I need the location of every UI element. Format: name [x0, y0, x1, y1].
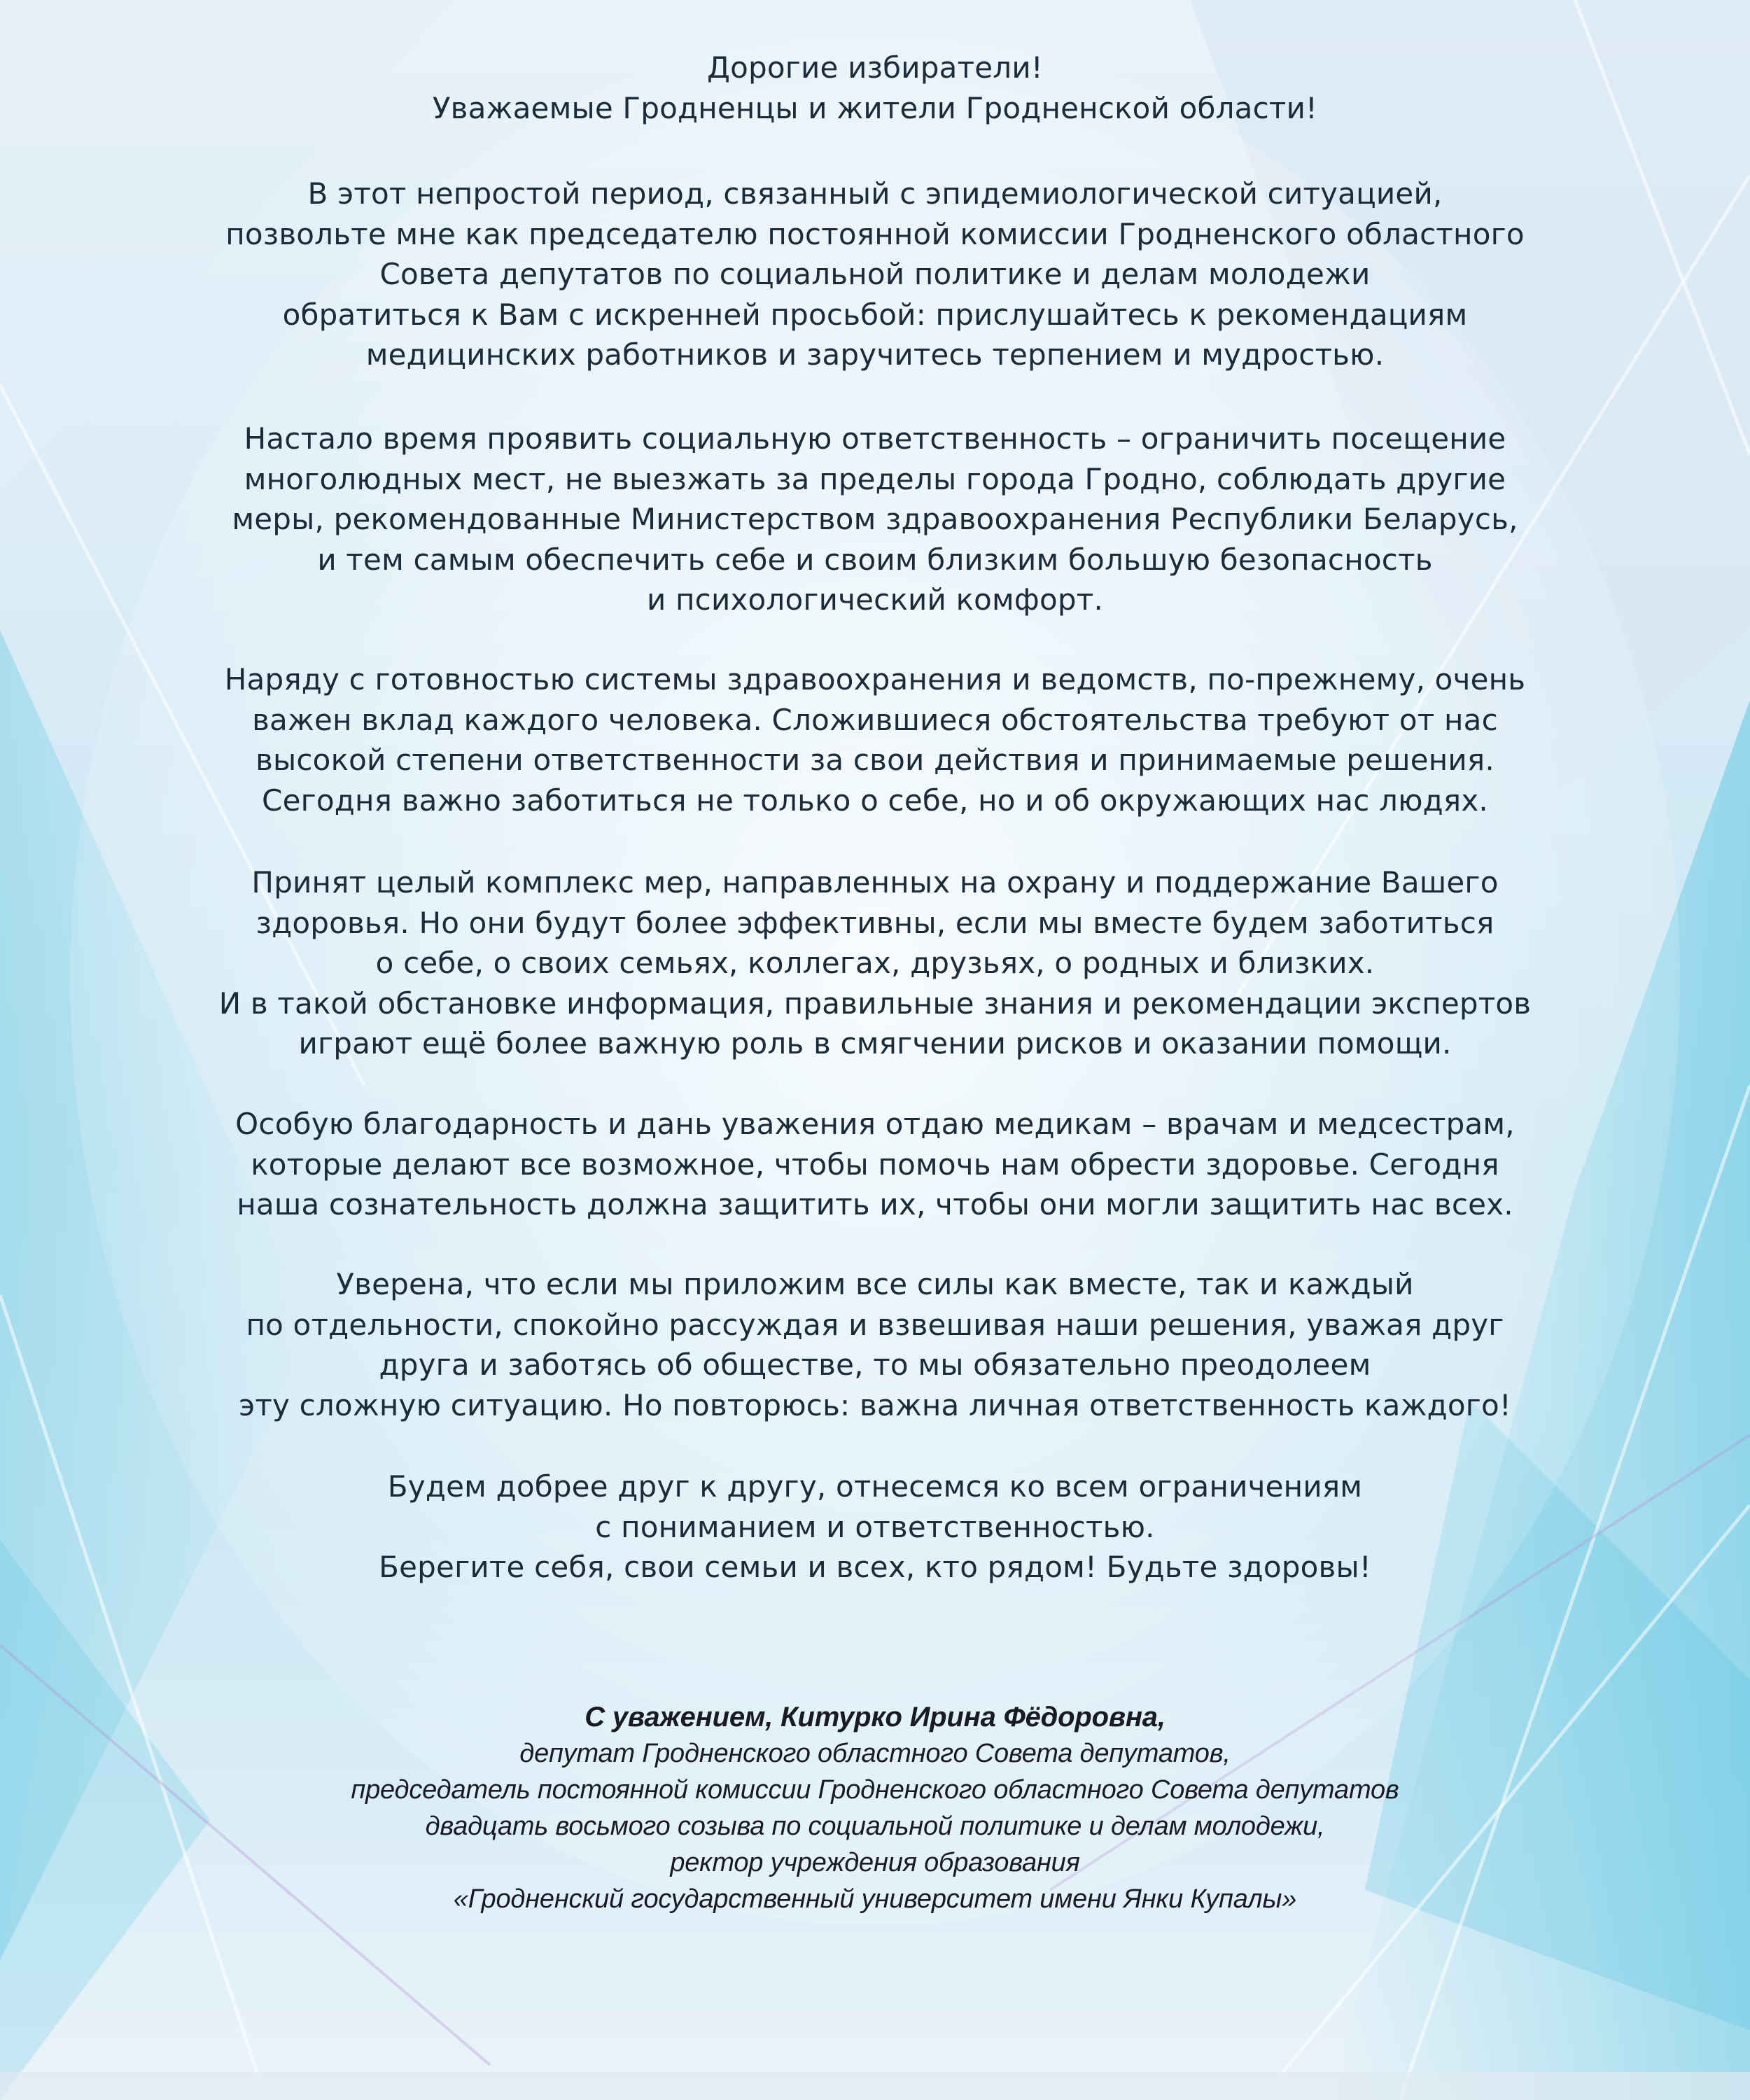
signature-block [126, 1699, 1624, 1917]
text-line: И в такой обстановке информация, правильные знания и рекомендации экспертов [218, 986, 1532, 1021]
paragraph-7 [126, 1466, 1624, 1588]
text-line: медицинских работников и заручитесь терпением и мудростью. [365, 337, 1385, 372]
text-line: Совета депутатов по социальной политике и делам молодежи [379, 257, 1371, 291]
paragraph-4 [126, 862, 1624, 1064]
text-line: наша сознательность должна защитить их, чтобы они могли защитить нас всех. [237, 1187, 1513, 1222]
text-line: многолюдных мест, не выезжать за пределы города Гродно, соблюдать другие [244, 461, 1506, 496]
text-line: меры, рекомендованные Министерством здравоохранения Республики Беларусь, [232, 502, 1518, 536]
text-line: Сегодня важно заботиться не только о себе, но и об окружающих нас людях. [262, 783, 1488, 818]
text-line: высокой степени ответственности за свои действия и принимаемые решения. [255, 743, 1494, 777]
text-line: здоровья. Но они будут более эффективны, если мы вместе будем заботиться [255, 905, 1494, 940]
paragraph-6 [126, 1264, 1624, 1425]
text-line: и психологический комфорт. [646, 582, 1104, 617]
paragraph-5 [126, 1104, 1624, 1225]
paragraph-2 [126, 419, 1624, 620]
text-line: Будем добрее друг к другу, отнесемся ко всем ограничениям [387, 1469, 1363, 1504]
text-line: друга и заботясь об обществе, то мы обязательно преодолеем [379, 1348, 1371, 1382]
signature-title: депутат Гродненского областного Совета депутатов, [519, 1739, 1231, 1768]
signature-name: С уважением, Китурко Ирина Фёдоровна, [584, 1702, 1166, 1732]
text-line: и тем самым обеспечить себе и своим близким большую безопасность [317, 542, 1433, 577]
text-line: позвольте мне как председателю постоянной комиссии Гродненского областного [225, 216, 1525, 251]
signature-title: «Гродненский государственный университет имени Янки Купалы» [453, 1884, 1297, 1914]
text-line: важен вклад каждого человека. Сложившиеся обстоятельства требуют от нас [252, 702, 1498, 737]
text-line: В этот непростой период, связанный с эпидемиологической ситуацией, [307, 176, 1443, 211]
text-line: Наряду с готовностью системы здравоохранения и ведомств, по-прежнему, очень [224, 662, 1526, 696]
text-line: Настало время проявить социальную ответственность – ограничить посещение [244, 421, 1506, 456]
text-line: обратиться к Вам с искренней просьбой: прислушайтесь к рекомендациям [282, 297, 1468, 332]
greeting-line: Дорогие избиратели! [707, 50, 1043, 85]
text-line: Уверена, что если мы приложим все силы как вместе, так и каждый [336, 1267, 1414, 1301]
signature-title: ректор учреждения образования [670, 1848, 1080, 1877]
text-line: эту сложную ситуацию. Но повторюсь: важна личная ответственность каждого! [239, 1387, 1511, 1422]
text-line: Принят целый комплекс мер, направленных на охрану и поддержание Вашего [251, 865, 1499, 899]
text-line: которые делают все возможное, чтобы помочь нам обрести здоровье. Сегодня [251, 1147, 1499, 1182]
signature-title: председатель постоянной комиссии Гродненского областного Совета депутатов [351, 1775, 1399, 1805]
text-line: Берегите себя, свои семьи и всех, кто рядом! Будьте здоровы! [379, 1550, 1371, 1584]
text-line: Особую благодарность и дань уважения отдаю медикам – врачам и медсестрам, [235, 1107, 1515, 1141]
greeting-line: Уважаемые Гродненцы и жители Гродненской области! [432, 90, 1318, 125]
text-line: по отдельности, спокойно рассуждая и взвешивая наши решения, уважая друг [246, 1307, 1504, 1342]
paragraph-1 [126, 174, 1624, 375]
text-line: с пониманием и ответственностью. [595, 1509, 1155, 1544]
text-line: играют ещё более важную роль в смягчении рисков и оказании помощи. [298, 1026, 1452, 1060]
paragraph-3 [126, 659, 1624, 820]
text-line: о себе, о своих семьях, коллегах, друзьях, о родных и близких. [375, 946, 1375, 980]
greeting [126, 48, 1624, 128]
signature-title: двадцать восьмого созыва по социальной политике и делам молодежи, [425, 1812, 1325, 1841]
